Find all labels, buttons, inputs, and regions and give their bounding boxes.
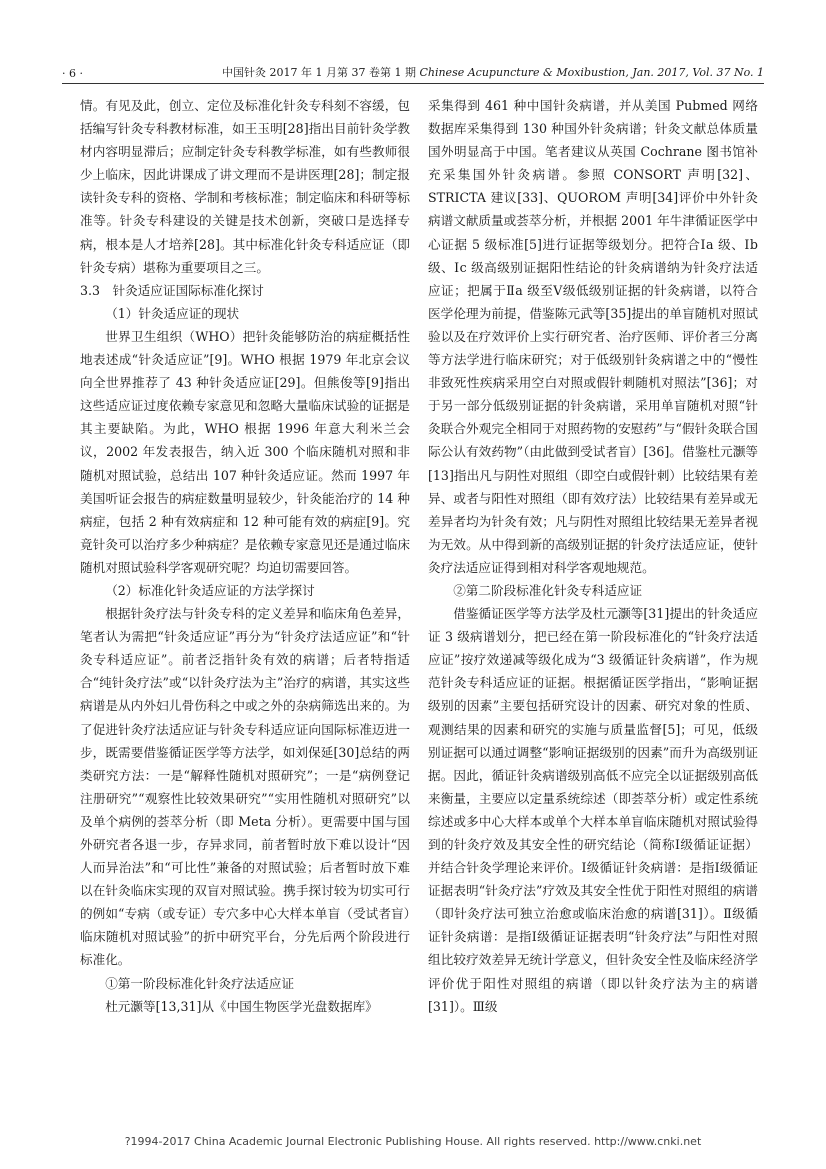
paragraph: 借鉴循证医学等方法学及杜元灏等[31]提出的针灸适应证 3 级病谱划分，把已经在第一阶段标准化的“针灸疗法适应证”按疗效递减等级化成为“3 级循证针灸病谱”，作为规范针灸专科适应证的证据。根据循证医学指出，“影响证据级别的因素”主要包括研究设计的因素、研究对象的性质、观测结果的因素和研究的实施与质量监督[5]；可见，低级别证据可以通过调整“影响证据级别的因素”而升为高级别证据。因此，循证针灸病谱级别高低不应完全以证据级别高低来衡量，主要应以定量系统综述（即荟萃分析）或定性系统综述或多中心大样本或单个大样本单盲临床随机对照试验得到的针灸疗效及其安全性的研究结论（简称Ⅰ级循证证据）并结合针灸学理论来评价。Ⅰ级循证针灸病谱：是指Ⅰ级循证证据表明“针灸疗法”疗效及其安全性优于阳性对照组的病谱（即针灸疗法可独立治愈或临床治愈的病谱[31]）。Ⅱ级循证针灸病谱：是指Ⅰ级循证证据表明“针灸疗法”与阳性对照组比较疗效差异无统计学意义，但针灸安全性及临床经济学评价优于阳性对照组的病谱（即以针灸疗法为主的病谱[31]）。Ⅲ级 xyxy=(428,606,758,1014)
subsection-heading: ①第一阶段标准化针灸疗法适应证 xyxy=(105,975,295,991)
paragraph: 情。有见及此，创立、定位及标准化针灸专科刻不容缓，包括编写针灸专科教材标准，如王玉明[28]指出目前针灸学教材内容明显滞后；应制定针灸专科教学标准，如有些教师很少上临床，因此讲课成了讲文理而不是讲医理[28]；制定报读针灸专科的资格、学制和考核标准；制定临床和科研等标准等。针灸专科建设的关键是技术创新，突破口是选择专病，根本是人才培养[28]。其中标准化针灸专科适应证（即针灸专病）堪称为重要项目之三。 xyxy=(80,98,410,275)
subsection-heading: （1）针灸适应证的现状 xyxy=(105,305,240,321)
paragraph: 根据针灸疗法与针灸专科的定义差异和临床角色差异，笔者认为需把“针灸适应证”再分为“针灸疗法适应证”和“针灸专科适应证”。前者泛指针灸有效的病谱；后者特指适合“纯针灸疗法”或“以针灸疗法为主”治疗的病谱，其实这些病谱是从内外妇儿骨伤科之中或之外的杂病筛选出来的。为了促进针灸疗法适应证与针灸专科适应证向国际标准迈进一步，既需要借鉴循证医学等方法学，如刘保延[30]总结的两类研究方法：一是“解释性随机对照研究”；一是“病例登记注册研究”“观察性比较效果研究”“实用性随机对照研究”以及单个病例的荟萃分析（即 Meta 分析）。更需要中国与国外研究者各退一步，存异求同，前者暂时放下难以设计“因人而异治法”和“可比性”兼备的对照试验；后者暂时放下难以在针灸临床实现的双盲对照试验。携手探讨较为切实可行的例如“专病（或专证）专穴多中心大样本单盲（受试者盲）临床随机对照试验”的折中研究平台，分先后两个阶段进行标准化。 xyxy=(80,606,410,968)
subsection-heading: （2）标准化针灸适应证的方法学探讨 xyxy=(105,582,315,598)
paragraph: 杜元灏等[13,31]从《中国生物医学光盘数据库》 xyxy=(105,998,378,1014)
left-column xyxy=(80,94,410,1018)
subsection-heading: ②第二阶段标准化针灸专科适应证 xyxy=(453,582,643,598)
section-heading: 3.3 针灸适应证国际标准化探讨 xyxy=(80,282,264,298)
journal-title-en: Chinese Acupuncture & Moxibustion, Jan. 2017, Vol. 37 No. 1 xyxy=(419,66,764,79)
running-header xyxy=(62,58,764,84)
journal-citation xyxy=(222,64,764,80)
right-column xyxy=(428,94,758,1018)
paragraph: 采集得到 461 种中国针灸病谱，并从美国 Pubmed 网络数据库采集得到 130 种国外针灸病谱；针灸文献总体质量国外明显高于中国。笔者建议从英国 Cochrane 图书馆补充采集国外针灸病谱。参照 CONSORT 声明[32]、STRICTA 建议[33]、QUOROM 声明[34]评价中外针灸病谱文献质量或荟萃分析，并根据 2001 年牛津循证医学中心证据 5 级标准[5]进行证据等级划分。把符合Ⅰa 级、Ⅰb 级、Ⅰc 级高级别证据阳性结论的针灸病谱纳为针灸疗法适应证；把属于Ⅱa 级至Ⅴ级低级别证据的针灸病谱，以符合医学伦理为前提，借鉴陈元武等[35]提出的单盲随机对照试验以及在疗效评价上实行研究者、治疗医师、评价者三分离等方法学进行临床研究；对于低级别针灸病谱之中的“慢性非致死性疾病采用空白对照或假针刺随机对照法”[36]；对于另一部分低级别证据的针灸病谱，采用单盲随机对照“针灸联合外观完全相同于对照药物的安慰药”与“假针灸联合国际公认有效药物”（由此做到受试者盲）[36]。借鉴杜元灏等[13]指出凡与阴性对照组（即空白或假针刺）比较结果有差异、或者与阳性对照组（即有效疗法）比较结果有差异或无差异者均为针灸有效；凡与阴性对照组比较结果无差异者视为无效。从中得到新的高级别证据的针灸疗法适应证，使针灸疗法适应证得到相对科学客观地规范。 xyxy=(428,98,758,575)
page-number: · 6 · xyxy=(62,67,83,80)
paragraph: 世界卫生组织（WHO）把针灸能够防治的病症概括性地表述成“针灸适应证”[9]。WHO 根据 1979 年北京会议向全世界推荐了 43 种针灸适应证[29]。但熊俊等[9]指出这些适应证过度依赖专家意见和忽略大量临床试验的证据是其主要缺陷。为此，WHO 根据 1996 年意大利米兰会议，2002 年发表报告，纳入近 300 个临床随机对照和非随机对照试验，总结出 107 种针灸适应证。然而 1997 年美国听证会报告的病症数量明显较少，针灸能治疗的 14 种病症，包括 2 种有效病症和 12 种可能有效的病症[9]。究竟针灸可以治疗多少种病症？是依赖专家意见还是通过临床随机对照试验科学客观研究呢？均迫切需要回答。 xyxy=(80,328,410,575)
journal-title-cn: 中国针灸 2017 年 1 月第 37 卷第 1 期 xyxy=(221,66,416,79)
copyright-footer: ?1994-2017 China Academic Journal Electronic Publishing House. All rights reserved. http://www.cnki.net xyxy=(124,1135,702,1148)
